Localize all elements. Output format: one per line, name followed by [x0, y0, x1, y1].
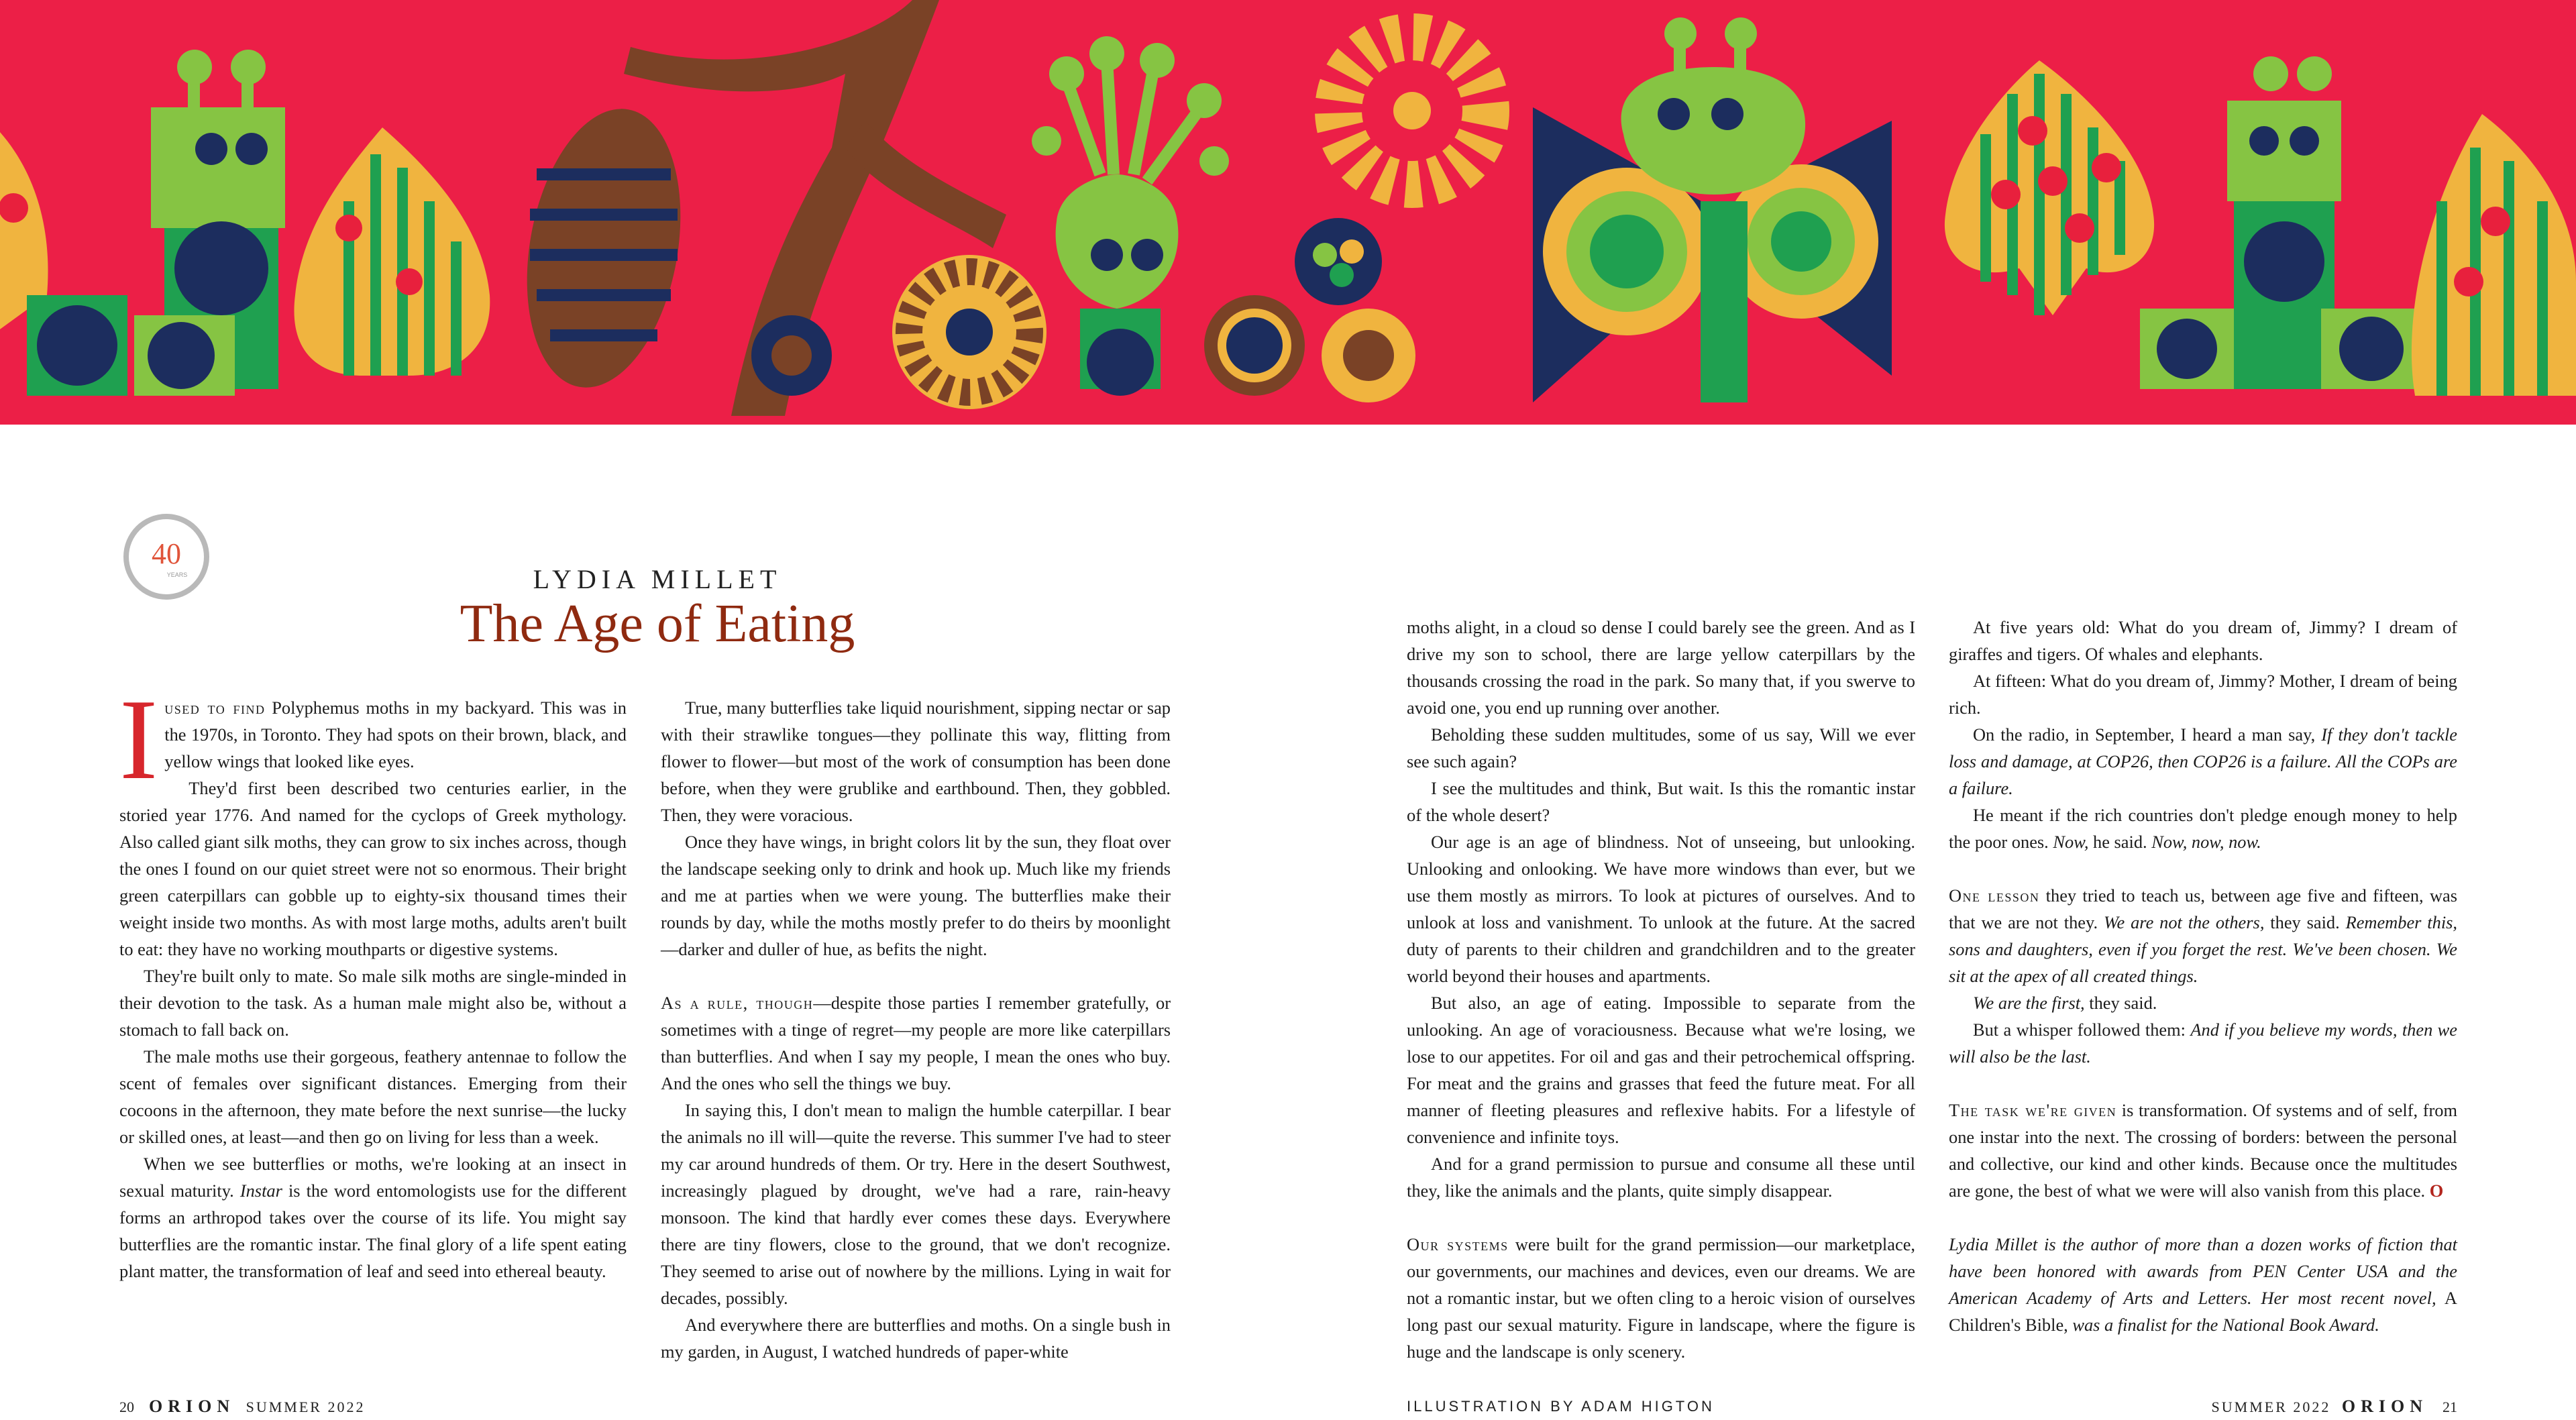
text-column-2	[661, 694, 1171, 1365]
badge-number: 40	[152, 537, 181, 570]
creature-head	[151, 107, 285, 228]
paragraph-text: Polyphemus moths in my backyard. This was in the 1970s, in Toronto. They had spots on their brown, black, and yellow wings that looked like eyes.	[164, 698, 627, 771]
paragraph	[1407, 1231, 1915, 1365]
italic-text: Remember this, sons and daughters, even if you forget the rest. We've been chosen. We sit at the apex of all created things.	[1949, 912, 2458, 986]
paragraph: I see the multitudes and think, But wait. Is this the romantic instar of the whole desert?	[1407, 778, 1915, 825]
text-column-3	[1407, 614, 1915, 1365]
issue-date: SUMMER 2022	[2211, 1399, 2331, 1415]
italic-text: Now, now, now.	[2151, 832, 2261, 852]
anniversary-badge	[119, 510, 213, 604]
italic-text: We are not the others,	[2103, 912, 2265, 932]
book-title: A Children's Bible,	[1949, 1288, 2457, 1335]
paragraph-text: they said.	[2084, 993, 2157, 1013]
paragraph: At fifteen: What do you dream of, Jimmy? Mother, I dream of being rich.	[1949, 671, 2457, 718]
magazine-name: ORION	[2341, 1397, 2428, 1416]
page-number-right: 21	[2443, 1399, 2457, 1415]
paragraph-text: When we see butterflies or moths, we're looking at an insect in sexual maturity.	[119, 1154, 627, 1201]
paragraph: moths alight, in a cloud so dense I could barely see the green. And as I drive my son to school, there are large yellow caterpillars by the thousands crossing the road in the park. So many that, if you swerve to avoid one, you end up running over another.	[1407, 617, 1915, 718]
italic-text: And if you believe my words, then we will also be the last.	[1949, 1020, 2458, 1067]
banner-illustration	[0, 0, 2576, 425]
paragraph: They're built only to mate. So male silk moths are single-minded in their devotion to the task. As a human male might also be, without a stomach to fall back on.	[119, 966, 627, 1040]
paragraph-text: they tried to teach us, between age five and fifteen, was that we are not they.	[1949, 885, 2457, 932]
illustration-credit: ILLUSTRATION BY ADAM HIGTON	[1407, 1398, 1715, 1415]
drop-cap: I	[119, 676, 158, 804]
lead-in: The task we're given	[1949, 1100, 2117, 1120]
issue-date: SUMMER 2022	[246, 1399, 366, 1415]
paragraph	[1949, 989, 2457, 1016]
paragraph: Beholding these sudden multitudes, some of us say, Will we ever see such again?	[1407, 724, 1915, 771]
paragraph-text: On the radio, in September, I heard a man say,	[1973, 724, 2322, 745]
text-column-1	[119, 676, 627, 1285]
coral-creature	[1056, 174, 1179, 309]
paragraph-text: is the word entomologists use for the different forms an arthropod takes over the course of its life. You might say butterflies are the romantic instar. The final glory of a life spent eating plant matter, the transformation of leaf and seed into ethereal beauty.	[119, 1181, 627, 1281]
paragraph	[1949, 721, 2457, 802]
footer-right	[2212, 1397, 2457, 1417]
magazine-name: ORION	[149, 1397, 235, 1416]
paragraph-text: —despite those parties I remember gratefully, or sometimes with a tinge of regret—my people are more like caterpillars than butterflies. And when I say my people, I mean the ones who buy. And the ones who sell the things we buy.	[661, 993, 1171, 1093]
paragraph	[1949, 882, 2457, 989]
footer-left	[119, 1397, 365, 1417]
paragraph: They'd first been described two centuries earlier, in the storied year 1776. And named for the cyclops of Greek mythology. Also called giant silk moths, they can grow to six inches across, though the ones I found on our quiet street were not so enormous. Their bright green caterpillars can gobble up to eighty-six thousand times their weight inside two months. As with most large moths, adults aren't built to eat: they have no working mouthparts or digestive systems.	[119, 778, 627, 959]
italic-text: Instar	[239, 1181, 282, 1201]
paragraph: The male moths use their gorgeous, feathery antennae to follow the scent of females over significant distances. Emerging from their cocoons in the afternoon, they mate before the next sunrise—the lucky or skilled ones, at least—and then go on living for less than a week.	[119, 1046, 627, 1147]
paragraph-text: they said.	[2264, 912, 2346, 932]
paragraph-text: is transformation. Of systems and of self, from one instar into the next. The crossing of borders: between the personal and collective, our kind and other kinds. Because once the multitudes are gone, the best of what we were will also vanish from this place.	[1949, 1100, 2457, 1201]
lead-in: Our systems	[1407, 1234, 1509, 1254]
italic-text: We are the first,	[1973, 993, 2085, 1013]
illustration-banner	[0, 0, 2576, 425]
paragraph: But also, an age of eating. Impossible to separate from the unlooking. An age of voraciousness. Because what we're losing, we lose to our appetites. For oil and gas and their petrochemical offspring. For meat and the grains and grasses that feed the future meat. For all manner of fleeting pleasures and reflexive habits. For a lifestyle of convenience and infinite toys.	[1407, 993, 1915, 1147]
italic-text: If they don't tackle loss and damage, at COP26, then COP26 is a failure. All the COPs are a failure.	[1949, 724, 2457, 798]
author-byline: LYDIA MILLET	[533, 564, 782, 594]
paragraph	[119, 676, 627, 804]
tree-right-edge	[2412, 114, 2576, 396]
badge-label: YEARS	[166, 571, 188, 578]
paragraph-text: But a whisper followed them:	[1973, 1020, 2191, 1040]
paragraph	[1949, 1097, 2457, 1204]
paragraph: And for a grand permission to pursue and consume all these until they, like the animals and the plants, quite simply disappear.	[1407, 1154, 1915, 1201]
paragraph: Our age is an age of blindness. Not of unseeing, but unlooking. Unlooking and onlooking. We have more windows than ever, but we use them mostly as mirrors. To look at pictures of ourselves. And to unlook at loss and vanishment. To unlook at the future. At the sacred duty of parents to their children and grandchildren and to the greater world beyond their houses and apartments.	[1407, 832, 1915, 986]
paragraph: At five years old: What do you dream of, Jimmy? I dream of giraffes and tigers. Of whales and elephants.	[1949, 617, 2457, 664]
paragraph: Once they have wings, in bright colors lit by the sun, they float over the landscape seeking only to drink and hook up. Much like my friends and me at parties when we were young. The butterflies make their rounds by day, while the moths mostly prefer to do theirs by moonlight—darker and duller of hue, as befits the night.	[661, 832, 1171, 959]
article-title: The Age of Eating	[460, 594, 855, 653]
italic-text: was a finalist for the National Book Award.	[2068, 1315, 2379, 1335]
paragraph-text: he said.	[2088, 832, 2152, 852]
branch-twig	[845, 121, 1006, 248]
page-number-left: 20	[119, 1399, 134, 1415]
lead-in: As a rule, though	[661, 993, 814, 1013]
paragraph	[1949, 802, 2457, 855]
author-bio	[1949, 1231, 2457, 1338]
text-column-4	[1949, 614, 2457, 1338]
paragraph	[661, 989, 1171, 1097]
striped-seed	[506, 97, 701, 400]
paragraph	[1949, 1016, 2457, 1070]
end-mark: O	[2429, 1181, 2444, 1201]
paragraph: True, many butterflies take liquid nourishment, sipping nectar or sap with their strawlike tongues—they pollinate this way, flitting from flower to flower—but most of the work of consumption has been done before, when they were grublike and earthbound. Then, they gobbled. Then, they were voracious.	[661, 698, 1171, 825]
paragraph-text: were built for the grand permission—our marketplace, our governments, our machines and devices, even our dreams. We are not a romantic instar, but we often cling to a heroic vision of ourselves long past our sexual maturity. Figure in landscape, where the figure is huge and the landscape is only scenery.	[1407, 1234, 1916, 1362]
italic-text: Now,	[2053, 832, 2089, 852]
paragraph: And everywhere there are butterflies and moths. On a single bush in my garden, in August, I watched hundreds of paper-white	[661, 1315, 1171, 1362]
paragraph-text: He meant if the rich countries don't pledge enough money to help the poor ones.	[1949, 805, 2457, 852]
italic-text: Lydia Millet is the author of more than a dozen works of fiction that have been honored with awards from PEN Center USA and the American Academy of Arts and Letters. Her most recent novel,	[1949, 1234, 2457, 1308]
paragraph	[119, 1150, 627, 1285]
lead-in: One lesson	[1949, 885, 2040, 906]
lead-in: used to find	[164, 698, 266, 718]
paragraph: In saying this, I don't mean to malign the humble caterpillar. I bear the animals no ill will—quite the reverse. This summer I've had to steer my car around hundreds of them. Or try. Here in the desert Southwest, increasingly plagued by drought, we've had a rare, rain-heavy monsoon. The kind that hardly ever comes these days. Everywhere there are tiny flowers, close to the ground, that we don't recognize. They seemed to arise out of nowhere by the millions. Lying in wait for decades, possibly.	[661, 1100, 1171, 1308]
